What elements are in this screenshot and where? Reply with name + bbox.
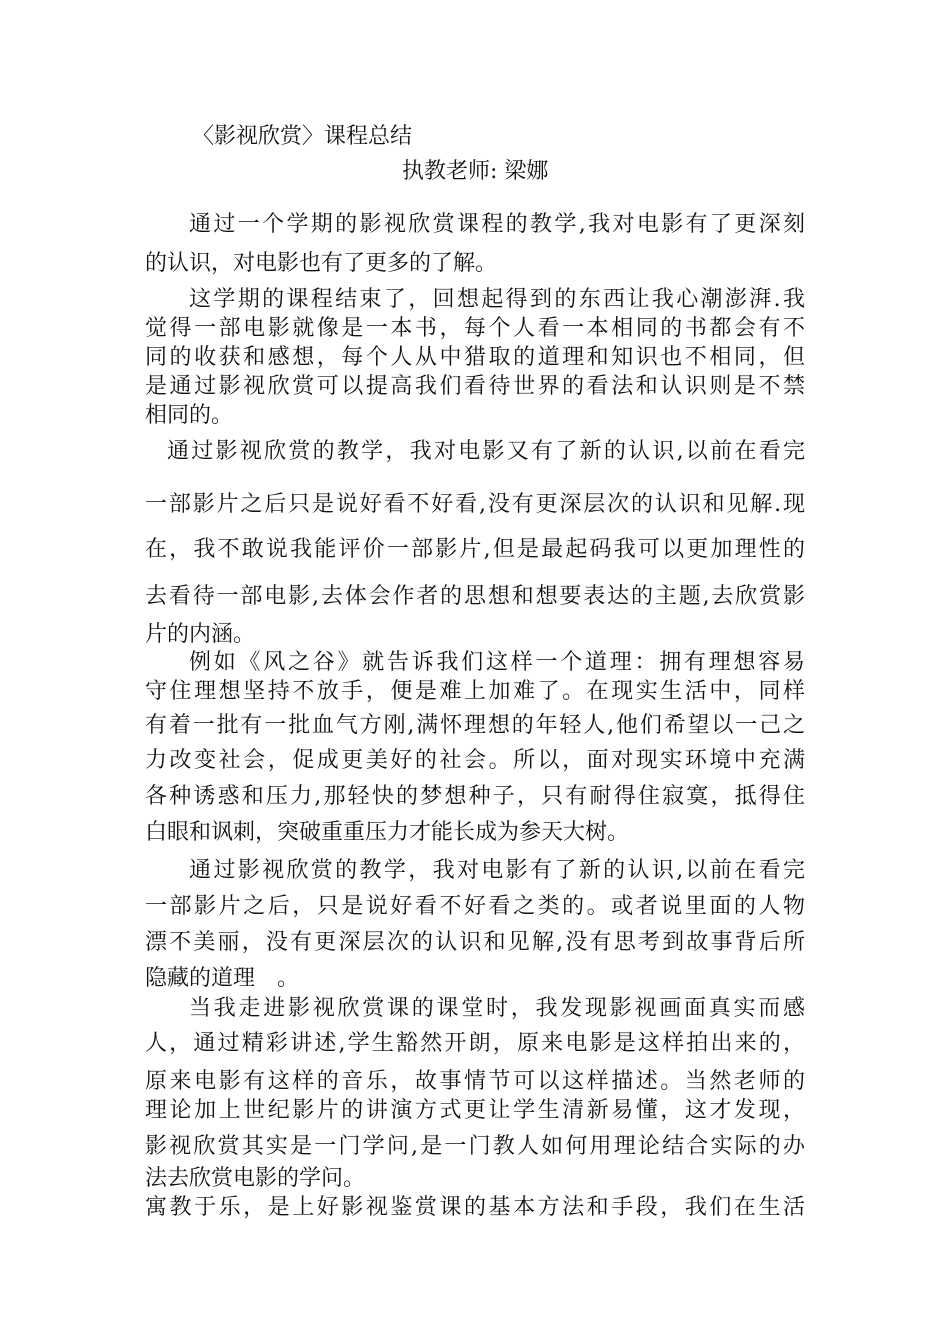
text-line: 白眼和讽刺，突破重重压力才能长成为参天大树。	[145, 820, 630, 845]
text-line: 这学期的课程结束了，回想起得到的东西让我心潮澎湃.我	[189, 287, 805, 312]
teacher-name: 执教老师: 梁娜	[402, 159, 549, 184]
text-line: 在，我不敢说我能评价一部影片,但是最起码我可以更加理性的	[145, 537, 805, 562]
text-line: 通过影视欣赏的教学，我对电影有了新的认识,以前在看完	[189, 858, 805, 883]
text-line: 漂不美丽，没有更深层次的认识和见解,没有思考到故事背后所	[145, 930, 805, 955]
text-line: 原来电影有这样的音乐，故事情节可以这样描述。当然老师的	[145, 1069, 805, 1094]
text-line: 是通过影视欣赏可以提高我们看待世界的看法和认识则是不禁	[145, 374, 805, 399]
text-line: 例如《风之谷》就告诉我们这样一个道理：拥有理想容易	[189, 650, 805, 675]
document-title: 〈影视欣赏〉课程总结	[192, 124, 413, 149]
text-line: 通过影视欣赏的教学，我对电影又有了新的认识,以前在看完	[167, 439, 805, 464]
text-line: 影视欣赏其实是一门学问,是一门教人如何用理论结合实际的办	[145, 1134, 805, 1159]
text-line: 法去欣赏电影的学问。	[145, 1166, 366, 1191]
text-line: 当我走进影视欣赏课的课堂时，我发现影视画面真实而感	[189, 996, 805, 1021]
text-line: 寓教于乐，是上好影视鉴赏课的基本方法和手段，我们在生活	[145, 1195, 805, 1220]
text-line: 隐藏的道理 。	[145, 966, 300, 991]
text-line: 同的收获和感想，每个人从中猎取的道理和知识也不相同，但	[145, 345, 805, 370]
text-line: 通过一个学期的影视欣赏课程的教学,我对电影有了更深刻	[189, 212, 805, 237]
text-line: 一部影片之后只是说好看不好看,没有更深层次的认识和见解.现	[145, 492, 805, 517]
text-line: 相同的。	[145, 403, 234, 428]
text-line: 去看待一部电影,去体会作者的思想和想要表达的主题,去欣赏影	[145, 584, 805, 609]
text-line: 守住理想坚持不放手，便是难上加难了。在现实生活中，同样	[145, 679, 805, 704]
text-line: 理论加上世纪影片的讲演方式更让学生清新易懂，这才发现，	[145, 1098, 805, 1123]
text-line: 的认识，对电影也有了更多的了解。	[145, 251, 498, 276]
text-line: 觉得一部电影就像是一本书，每个人看一本相同的书都会有不	[145, 316, 805, 341]
text-line: 有着一批有一批血气方刚,满怀理想的年轻人,他们希望以一己之	[145, 713, 805, 738]
text-line: 人，通过精彩讲述,学生豁然开朗，原来电影是这样拍出来的，	[145, 1031, 805, 1056]
text-line: 片的内涵。	[145, 622, 256, 647]
text-line: 各种诱惑和压力,那轻快的梦想种子，只有耐得住寂寞，抵得住	[145, 784, 805, 809]
text-line: 力改变社会，促成更美好的社会。所以，面对现实环境中充满	[145, 748, 805, 773]
text-line: 一部影片之后，只是说好看不好看之类的。或者说里面的人物	[145, 894, 805, 919]
